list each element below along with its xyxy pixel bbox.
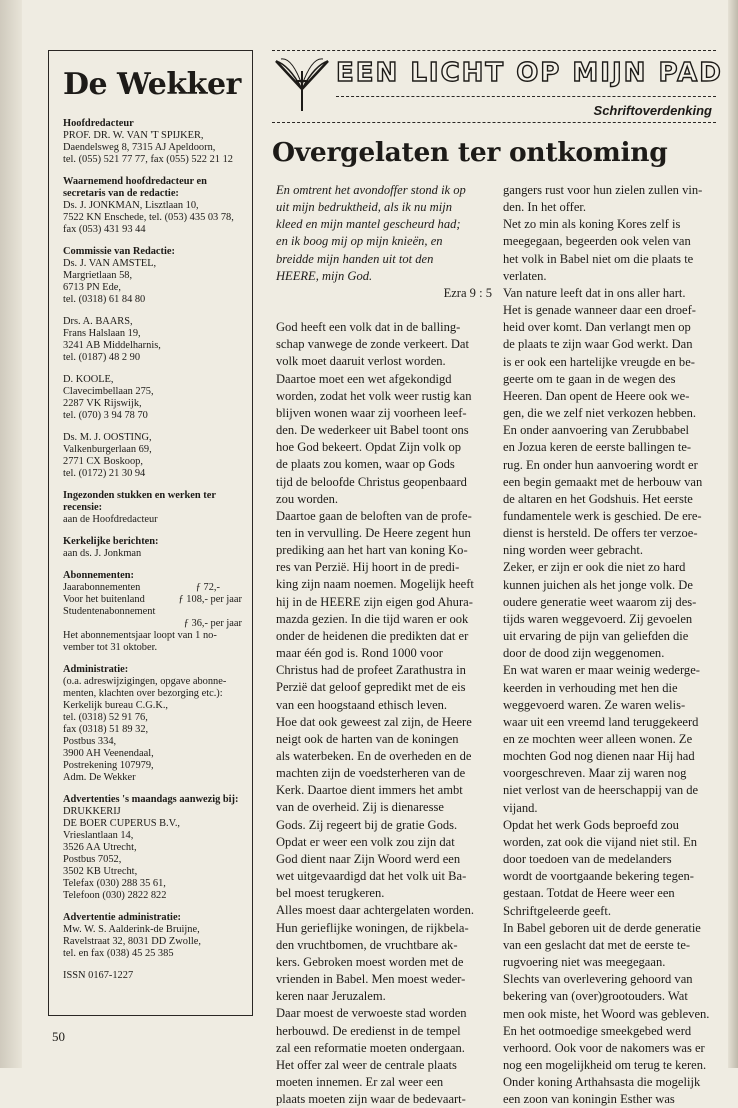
- masthead-section-heading: Administratie:: [63, 664, 129, 675]
- subscription-row: Jaarabonnementen ƒ 72,-: [63, 582, 220, 593]
- text-line: niet verlost van de heerschappij van de: [503, 783, 699, 798]
- masthead-box: [48, 50, 253, 1016]
- masthead-line: Clavecimbellaan 275,: [63, 386, 154, 397]
- text-line: van een hoogstaand ethisch leven.: [276, 697, 448, 712]
- text-line: waar uit een vreemd land teruggekeerd: [503, 714, 699, 729]
- text-line: zou worden.: [276, 491, 339, 506]
- masthead-line: ISSN 0167-1227: [63, 970, 134, 981]
- text-line: wet uitgevaardigd dat het volk uit Ba-: [276, 869, 467, 884]
- text-line: heid over komt. Dan verlangt men op: [503, 320, 691, 335]
- masthead-line: Frans Halslaan 19,: [63, 328, 141, 339]
- text-line: gen, die we zelf niet verkozen hebben.: [503, 406, 696, 421]
- masthead-line: fax (053) 431 93 44: [63, 224, 146, 235]
- text-line: als waterbeken. En de overheden en de: [276, 749, 472, 763]
- masthead-line: 3241 AB Middelharnis,: [63, 340, 161, 351]
- masthead-line: 3502 KB Utrecht,: [63, 866, 138, 877]
- subscription-row: ƒ 36,- per jaar: [183, 618, 242, 629]
- middle-dashed-rule: [336, 96, 716, 97]
- text-line: God heeft een volk dat in de balling-: [276, 320, 461, 335]
- masthead-line: Adm. De Wekker: [63, 772, 136, 783]
- text-line: rug. En onder hun aanvoering wordt er: [503, 457, 698, 472]
- text-line: En omtrent het avondoffer stond ik op: [276, 183, 466, 197]
- masthead-sections: [63, 118, 242, 560]
- masthead-line: tel. (055) 521 77 77, fax (055) 522 21 12: [63, 154, 233, 165]
- text-line: ning worden weer gebracht.: [503, 543, 644, 558]
- open-book-lamp-icon: [272, 55, 334, 115]
- subscriptions-section: [63, 570, 242, 654]
- text-line: Het is genade wanneer daar een droef-: [503, 303, 696, 318]
- masthead-section: [63, 246, 242, 306]
- masthead-section-heading: Kerkelijke berichten:: [63, 536, 159, 547]
- masthead-line: tel. (0187) 48 2 90: [63, 352, 141, 363]
- masthead-title: De Wekker: [63, 67, 241, 102]
- text-line: kers. Gebroken moest worden met de: [276, 954, 464, 969]
- text-line: Opdat het werk Gods beproefd zou: [503, 817, 679, 832]
- text-line: God dient naar Zijn Woord werd een: [276, 851, 461, 866]
- section-subtitle: Schriftoverdenking: [593, 103, 712, 118]
- text-line: geerte om te gaan in de wegen des: [503, 371, 676, 386]
- masthead-section: [63, 374, 242, 422]
- subscription-note-line: Het abonnementsjaar loopt van 1 no-: [63, 630, 217, 641]
- text-line: Daar moest de verwoeste stad worden: [276, 1006, 467, 1021]
- top-dashed-rule: [272, 50, 716, 51]
- masthead-section: [63, 912, 242, 960]
- text-line: den vruchtbomen, de vruchtbare ak-: [276, 937, 458, 952]
- scripture-quote: [276, 182, 492, 285]
- masthead-line: tel. en fax (038) 45 25 385: [63, 948, 174, 959]
- text-line: bel moest terugkeren.: [276, 886, 385, 901]
- text-line: weggevoerd waren. Ze waren welis-: [503, 697, 686, 712]
- text-line: van de overheid. Zij is dienaresse: [276, 800, 444, 815]
- masthead-line: Postrekening 107979,: [63, 760, 154, 771]
- text-line: een begin gemaakt met de herbouw van: [503, 474, 703, 489]
- masthead-section: [63, 794, 242, 902]
- text-line: mochten God nog dienen naar Hij had: [503, 749, 695, 764]
- masthead-line: tel. (0318) 61 84 80: [63, 294, 146, 305]
- text-line: fundamentele werk is geschied. De ere-: [503, 508, 702, 523]
- masthead-line: Margrietlaan 58,: [63, 270, 133, 281]
- text-line: de plaats te zijn waar God werkt. Dan: [503, 337, 693, 352]
- text-line: hoe God bekeert. Opdat Zijn volk op: [276, 440, 462, 455]
- masthead-line: Kerkelijk bureau C.G.K.,: [63, 700, 169, 711]
- text-line: verlaten.: [503, 268, 547, 283]
- masthead-section: [63, 176, 242, 236]
- text-line: Alles moest daar achtergelaten worden.: [276, 903, 474, 918]
- text-line: Onder koning Arthahsasta die mogelijk: [503, 1075, 701, 1090]
- text-line: king zijn naam noemen. Mogelijk heeft: [276, 577, 474, 592]
- text-line: Christus had de profeet Zarathustra in: [276, 663, 466, 678]
- text-line: HEERE, mijn God.: [276, 268, 373, 283]
- text-line: vijand.: [503, 800, 538, 815]
- page-number: 50: [52, 1029, 65, 1044]
- text-line: ten in vervulling. De Heere zegent hun: [276, 525, 471, 540]
- text-line: bekering van (over)grootouders. Wat: [503, 989, 688, 1004]
- masthead-section: [63, 118, 242, 166]
- article-body-right: [503, 182, 716, 1108]
- masthead-section: [63, 970, 242, 982]
- masthead-line: Postbus 334,: [63, 736, 117, 747]
- masthead-section-heading: Advertenties 's maandags aanwezig bij:: [63, 794, 239, 805]
- masthead-section-heading: Ingezonden stukken en werken ter: [63, 490, 216, 501]
- masthead-line: fax (0318) 51 89 32,: [63, 724, 149, 735]
- text-line: En onder aanvoering van Zerubbabel: [503, 423, 690, 438]
- text-line: en ik boog mij op mijn knieën, en: [276, 234, 443, 249]
- text-line: worden, zodat het volk weer rustig kan: [276, 388, 472, 403]
- text-line: en ze mochten weer alleen wonen. Ze: [503, 732, 693, 746]
- text-line: mazda gezien. In die tijd waren er ook: [276, 611, 469, 626]
- page-binding-edge: [0, 0, 22, 1068]
- text-line: Net zo min als koning Kores zelf is: [503, 217, 681, 232]
- text-line: rugvoering niet was meegegaan.: [503, 955, 666, 970]
- masthead-line: D. KOOLE,: [63, 374, 114, 385]
- masthead-section: [63, 490, 242, 526]
- masthead-line: tel. (070) 3 94 78 70: [63, 410, 148, 421]
- text-line: Slechts van overlevering gehoord van: [503, 972, 693, 987]
- text-line: men ook miste, het Woord was gebleven.: [503, 1006, 710, 1021]
- text-line: kleed en mijn mantel gescheurd had;: [276, 217, 461, 232]
- text-line: het volk in Babel niet om die plaats te: [503, 251, 694, 266]
- article-body-left: [276, 319, 492, 1108]
- text-line: keerden in verhouding met hen die: [503, 680, 678, 695]
- masthead-line: Telefoon (030) 2822 822: [63, 890, 167, 901]
- masthead-line: PROF. DR. W. VAN 'T SPIJKER,: [63, 130, 204, 141]
- text-line: Hoe dat ook geweest zal zijn, de Heere: [276, 714, 472, 729]
- text-line: Daartoe gaan de beloften van de profe-: [276, 508, 472, 523]
- text-line: maar één god is. Rond 1000 voor: [276, 646, 443, 661]
- text-line: vrienden in Babel. Men moest weder-: [276, 972, 466, 987]
- text-line: moeten innemen. Er zal weer een: [276, 1074, 444, 1089]
- text-line: Zeker, er zijn er ook die niet zo hard: [503, 560, 686, 575]
- text-line: Van nature leeft dat in ons aller hart.: [503, 285, 686, 300]
- masthead-line: Daendelsweg 8, 7315 AJ Apeldoorn,: [63, 142, 216, 153]
- text-line: prediking aan het hart van koning Ko-: [276, 543, 468, 558]
- masthead-line: Drs. A. BAARS,: [63, 316, 133, 327]
- text-line: meegegaan, begeerden ook velen van: [503, 234, 691, 249]
- text-line: plaats moeten zijn waar de bedevaart-: [276, 1092, 466, 1107]
- masthead-sections-admin: [63, 664, 242, 982]
- text-line: Heeren. Dan opent de Heere ook we-: [503, 388, 690, 403]
- masthead-line: 2287 VK Rijswijk,: [63, 398, 142, 409]
- masthead-section: [63, 432, 242, 480]
- masthead-line: tel. (0172) 21 30 94: [63, 468, 146, 479]
- masthead-line: aan de Hoofdredacteur: [63, 514, 158, 525]
- text-line: tijd de beloofde Christus geopenbaard: [276, 474, 467, 489]
- article-column-right: [503, 182, 716, 1108]
- text-line: door toedoen van de medelanders: [503, 852, 672, 867]
- article-title: Overgelaten ter ontkoming: [272, 137, 668, 168]
- masthead-section-heading: Commissie van Redactie:: [63, 246, 175, 257]
- masthead-line: aan ds. J. Jonkman: [63, 548, 142, 559]
- masthead-line: Ravelstraat 32, 8031 DD Zwolle,: [63, 936, 201, 947]
- text-line: oudere generatie weet waarom zij des-: [503, 594, 697, 609]
- text-line: En het ootmoedige smeekgebed werd: [503, 1023, 692, 1038]
- text-line: wordt de voortgaande bekering tegen-: [503, 869, 694, 884]
- masthead-section-heading: recensie:: [63, 502, 103, 513]
- text-line: verhoord. Ook voor de nakomers was er: [503, 1040, 705, 1055]
- text-line: worden, zat ook die vijand niet stil. En: [503, 834, 698, 849]
- text-line: neigt ook de harten van de koningen: [276, 731, 459, 746]
- text-line: Hun gerieflijke woningen, de rijkbela-: [276, 920, 469, 935]
- text-line: onder de heidenen die predikten dat er: [276, 628, 469, 643]
- masthead-line: menten, klachten over bezorging etc.):: [63, 688, 223, 699]
- text-line: Opdat er weer een volk zou zijn dat: [276, 834, 455, 849]
- article-column-left: [276, 182, 492, 1108]
- page-right-edge: [728, 0, 738, 1068]
- masthead-section-heading: Hoofdredacteur: [63, 118, 134, 129]
- text-line: breidde mijn handen uit tot den: [276, 251, 434, 266]
- masthead-line: (o.a. adreswijzigingen, opgave abonne-: [63, 676, 227, 687]
- subscription-row: Studentenabonnement: [63, 606, 156, 617]
- masthead-line: DE BOER CUPERUS B.V.,: [63, 818, 181, 829]
- bottom-dashed-rule: [272, 122, 716, 123]
- masthead-section-heading: secretaris van de redactie:: [63, 188, 179, 199]
- masthead-section: [63, 664, 242, 784]
- text-line: En wat waren er maar weinig wederge-: [503, 663, 700, 678]
- text-line: gestaan. Totdat de Heere weer een: [503, 886, 675, 901]
- masthead-line: 2771 CX Boskoop,: [63, 456, 143, 467]
- masthead-line: Telefax (030) 288 35 61,: [63, 878, 166, 889]
- masthead-section-heading: Advertentie administratie:: [63, 912, 182, 923]
- masthead-line: Ds. J. VAN AMSTEL,: [63, 258, 157, 269]
- text-line: Perzië dat geloof gepredikt met de eis: [276, 680, 466, 695]
- masthead-section-heading: Waarnemend hoofdredacteur en: [63, 176, 207, 187]
- masthead-line: 3900 AH Veenendaal,: [63, 748, 154, 759]
- text-line: schap vanwege de zonde verkeert. Dat: [276, 337, 469, 352]
- text-line: van een geslacht dat met de eerste te-: [503, 937, 691, 952]
- text-line: Daartoe moet een wet afgekondigd: [276, 371, 452, 386]
- masthead-line: Valkenburgerlaan 69,: [63, 444, 152, 455]
- text-line: tijds waren weggevoerd. Zij gevoelen: [503, 611, 693, 626]
- text-line: blijven wonen waar zij voorheen leef-: [276, 405, 467, 420]
- series-title: EEN LICHT OP MIJN PAD: [336, 58, 723, 88]
- text-line: uit ervaring de pijn van geliefden die: [503, 629, 689, 644]
- text-line: en Jozua keren de eerste ballingen te-: [503, 440, 692, 455]
- text-line: dienst is hersteld. De offers ter verzoe-: [503, 526, 698, 541]
- text-line: de plaats zou komen, waar op Gods: [276, 457, 455, 472]
- masthead-line: 7522 KN Enschede, tel. (053) 435 03 78,: [63, 212, 234, 223]
- masthead-line: 3526 AA Utrecht,: [63, 842, 137, 853]
- text-line: kunnen juichen als het jonge volk. De: [503, 577, 693, 592]
- masthead-line: Ds. J. JONKMAN, Lisztlaan 10,: [63, 200, 199, 211]
- masthead-line: Ds. M. J. OOSTING,: [63, 432, 152, 443]
- masthead-line: Vrieslantlaan 14,: [63, 830, 134, 841]
- subscriptions-heading: Abonnementen:: [63, 570, 135, 581]
- text-line: Kerk. Daartoe dient immers het ambt: [276, 783, 463, 798]
- text-line: is er ook een hartelijke vreugde en be-: [503, 354, 695, 369]
- text-line: de altaren en het Godshuis. Het eerste: [503, 491, 693, 506]
- text-line: hij in de HEERE zijn eigen god Ahura-: [276, 594, 473, 609]
- text-line: res van Perzië. Hij hoort in de predi-: [276, 560, 460, 575]
- masthead-line: DRUKKERIJ: [63, 806, 121, 817]
- text-line: voorgeschreven. Maar zij waren nog: [503, 766, 687, 781]
- text-line: nog een mogelijkheid om terug te keren.: [503, 1057, 707, 1072]
- text-line: den. In het offer.: [503, 200, 587, 215]
- masthead-line: 6713 PN Ede,: [63, 282, 122, 293]
- masthead-section: [63, 316, 242, 364]
- text-line: uit mijn bedruktheid, als ik nu mijn: [276, 200, 452, 215]
- masthead-line: Mw. W. S. Aalderink-de Bruijne,: [63, 924, 200, 935]
- text-line: Gods. Zij regeert bij de gratie Gods.: [276, 817, 458, 832]
- text-line: een zoon van koningin Esther was: [503, 1092, 675, 1107]
- text-line: Het offer zal weer de centrale plaats: [276, 1057, 457, 1072]
- text-line: Schriftgeleerde geeft.: [503, 903, 611, 918]
- masthead-section: [63, 536, 242, 560]
- scripture-reference: Ezra 9 : 5: [443, 285, 492, 300]
- subscription-row: Voor het buitenland ƒ 108,- per jaar: [63, 594, 242, 605]
- subscription-note-line: vember tot 31 oktober.: [63, 642, 158, 653]
- text-line: gangers rust voor hun zielen zullen vin-: [503, 183, 703, 197]
- text-line: In Babel geboren uit de derde generatie: [503, 920, 701, 935]
- text-line: machten zijn de voedsterheren van de: [276, 766, 466, 781]
- masthead-line: tel. (0318) 52 91 76,: [63, 712, 148, 723]
- masthead-line: Postbus 7052,: [63, 854, 122, 865]
- text-line: den. De wederkeer uit Babel toont ons: [276, 423, 469, 438]
- text-line: keren naar Jeruzalem.: [276, 989, 386, 1004]
- text-line: herbouwd. De eredienst in de tempel: [276, 1023, 461, 1038]
- text-line: volk moet daaruit verlost worden.: [276, 354, 446, 369]
- text-line: door de dood zijn weggenomen.: [503, 646, 665, 661]
- text-line: zal een reformatie moeten ondergaan.: [276, 1040, 465, 1055]
